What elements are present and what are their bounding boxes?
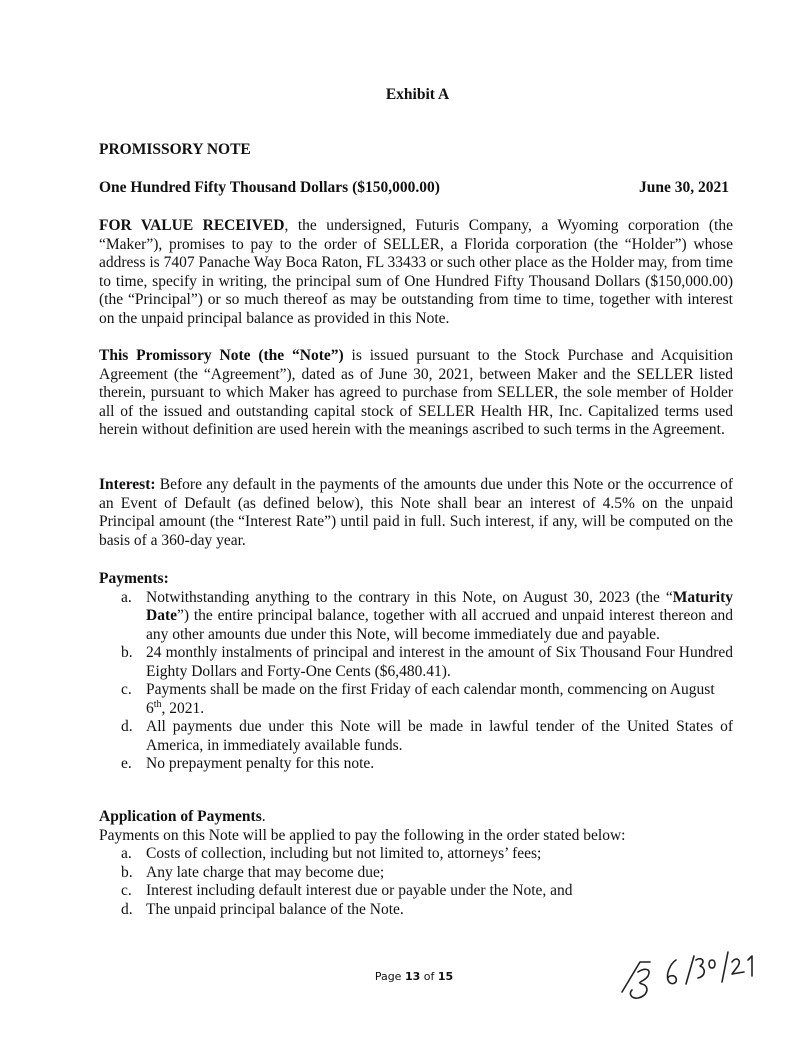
list-item bbox=[99, 901, 733, 920]
application-intro: Payments on this Note will be applied to pay the following in the order stated below: bbox=[99, 826, 626, 844]
application-list bbox=[99, 845, 733, 919]
page-total: 15 bbox=[437, 970, 454, 983]
note-date: June 30, 2021 bbox=[639, 179, 729, 196]
list-item bbox=[99, 755, 733, 774]
list-item-text: Notwithstanding anything to the contrary in this Note, on August 30, 2023 (the “ bbox=[146, 588, 673, 606]
for-value-received-text: , the undersigned, Futuris Company, a Wyoming corporation (the “Maker”), promises to pay to the order of SELLER, a Florida corporation (the “Holder”) whose address is 7407 Panache Way Boca Raton, FL 33433 or such other place as the Holder may, from time to time, specify in writing, the principal sum of One Hundred Fifty Thousand Dollars ($150,000.00) (the “Principal”) or so much thereof as may be outstanding from time to time, together with interest on the unpaid principal balance as provided in this Note. bbox=[99, 217, 733, 327]
list-item-text: 24 monthly instalments of principal and interest in the amount of Six Thousand Four Hundred Eighty Dollars and Forty-One Cents ($6,480.41). bbox=[146, 644, 733, 680]
list-item-text: ”) the entire principal balance, together with all accrued and unpaid interest thereon and any other amounts due under this Note, will become immediately due and payable. bbox=[146, 607, 733, 643]
note-issuance-lead: This Promissory Note (the “Note”) bbox=[99, 347, 344, 364]
list-item bbox=[99, 644, 733, 681]
list-marker: c. bbox=[121, 681, 132, 698]
list-marker: a. bbox=[121, 845, 132, 862]
list-item-text: No prepayment penalty for this note. bbox=[146, 755, 375, 772]
page-word: Page bbox=[374, 970, 402, 983]
note-issuance-text: is issued pursuant to the Stock Purchase and Acquisition Agreement (the “Agreement”), dated as of June 30, 2021, between Maker and the SELLER listed therein, pursuant to which Maker has agreed to purchase from SELLER, the sole member of Holder all of the issued and outstanding capital stock of SELLER Health HR, Inc. Capitalized terms used herein without definition are used herein with the meanings ascribed to such terms in the Agreement. bbox=[99, 347, 734, 438]
list-item-text: Costs of collection, including but not limited to, attorneys’ fees; bbox=[146, 845, 542, 862]
handwritten-signature bbox=[614, 948, 764, 1000]
list-marker: d. bbox=[121, 900, 133, 918]
maturity-date-term: Maturity Date bbox=[146, 588, 733, 624]
list-item-text: Payments shall be made on the first Friday of each calendar month, commencing on August 6 bbox=[146, 681, 715, 717]
list-item bbox=[99, 681, 733, 718]
list-marker: c. bbox=[121, 882, 132, 899]
amount-date-line bbox=[99, 179, 729, 197]
ordinal-suffix: th bbox=[153, 698, 162, 710]
exhibit-label: Exhibit A bbox=[385, 86, 450, 103]
interest-text: Before any default in the payments of the amounts due under this Note or the occurrence of an Event of Default (as defined below), this Note shall bear an interest of 4.5% on the unpaid Principal amount (the “Interest Rate”) until paid in full. Such interest, if any, will be computed on the basis of a 360-day year. bbox=[99, 476, 733, 549]
list-item-text: Any late charge that may become due; bbox=[146, 863, 385, 881]
list-item bbox=[99, 864, 733, 883]
of-word: of bbox=[423, 970, 435, 983]
note-issuance-paragraph bbox=[99, 347, 733, 440]
list-item-text: The unpaid principal balance of the Note. bbox=[146, 900, 404, 918]
page-number: 13 bbox=[404, 970, 421, 983]
list-item-text: Interest including default interest due or payable under the Note, and bbox=[146, 882, 573, 899]
list-marker: b. bbox=[121, 644, 133, 661]
for-value-received-lead: FOR VALUE RECEIVED bbox=[99, 217, 285, 234]
list-item bbox=[99, 718, 733, 755]
document-title: PROMISSORY NOTE bbox=[99, 141, 251, 158]
list-item bbox=[99, 589, 733, 645]
list-marker: e. bbox=[121, 755, 132, 772]
list-item bbox=[99, 845, 733, 864]
for-value-received-paragraph bbox=[99, 217, 733, 328]
application-heading-period: . bbox=[261, 808, 266, 825]
interest-lead: Interest: bbox=[99, 476, 156, 493]
list-item-text: , 2021. bbox=[161, 699, 205, 717]
principal-amount: One Hundred Fifty Thousand Dollars ($150,000.00) bbox=[99, 179, 440, 196]
application-of-payments-section bbox=[99, 808, 733, 919]
list-item bbox=[99, 882, 733, 901]
list-item-text: All payments due under this Note will be made in lawful tender of the United States of America, in immediately available funds. bbox=[146, 718, 733, 754]
list-marker: d. bbox=[121, 718, 133, 735]
payments-list bbox=[99, 589, 733, 774]
list-marker: b. bbox=[121, 863, 133, 881]
interest-paragraph bbox=[99, 476, 733, 550]
payments-heading: Payments: bbox=[99, 570, 169, 587]
list-marker: a. bbox=[121, 588, 132, 606]
payments-section bbox=[99, 570, 733, 774]
application-heading: Application of Payments bbox=[99, 808, 262, 825]
